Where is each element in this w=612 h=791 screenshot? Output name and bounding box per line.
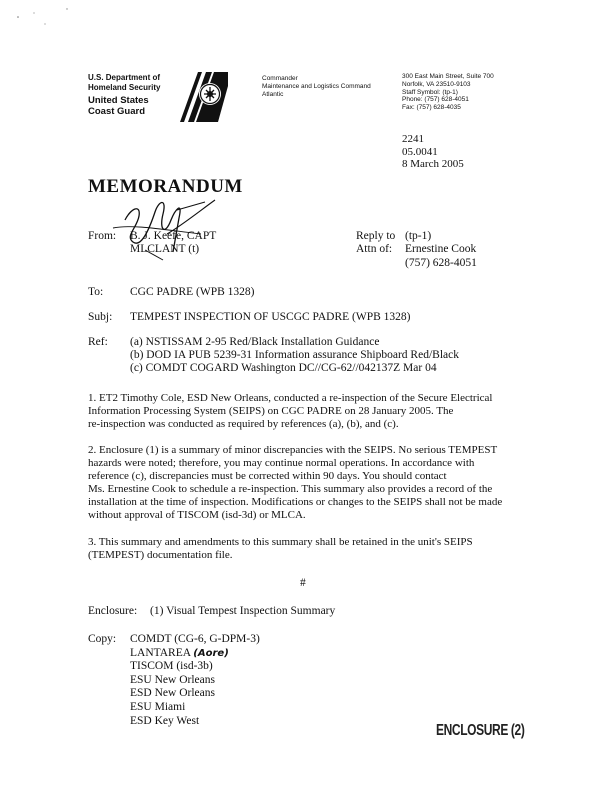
memo-title: MEMORANDUM <box>88 176 243 197</box>
paragraph-line: 1. ET2 Timothy Cole, ESD New Orleans, conducted a re-inspection of the Secure Electrical <box>88 392 493 404</box>
ssic-number: 2241 <box>402 133 424 145</box>
office-line: Commander <box>262 75 298 82</box>
copy-list <box>130 633 260 728</box>
paragraph-line: (TEMPEST) documentation file. <box>88 549 233 561</box>
document-date: 8 March 2005 <box>402 158 464 170</box>
dept-line: U.S. Department of <box>88 73 161 82</box>
enclosure-stamp: ENCLOSURE (2) <box>436 722 525 739</box>
paragraph-line: Information Processing System (SEIPS) on CGC PADRE on 28 January 2005. The <box>88 405 454 417</box>
references-list <box>130 336 459 375</box>
copy-item: COMDT (CG-6, G-DPM-3) <box>130 633 260 645</box>
copy-label: Copy: <box>88 633 117 645</box>
copy-item: TISCOM (isd-3b) <box>130 660 213 673</box>
paragraph-line: reference (c), discrepancies must be corrected within 90 days. You should contact <box>88 470 447 482</box>
address-line: 300 East Main Street, Suite 700 <box>402 73 494 80</box>
reference-item: (a) NSTISSAM 2-95 Red/Black Installation Guidance <box>130 336 380 348</box>
handwritten-note: (Aore) <box>193 647 229 659</box>
enclosure-label: Enclosure: <box>88 605 138 617</box>
to-label: To: <box>88 286 104 298</box>
paragraph-line: 2. Enclosure (1) is a summary of minor discrepancies with the SEIPS. No serious TEMPEST <box>88 444 498 456</box>
scan-specks <box>0 0 80 40</box>
letterhead-address <box>402 73 494 112</box>
letterhead-office <box>262 75 371 99</box>
coast-guard-seal-icon <box>176 72 228 124</box>
references-label: Ref: <box>88 336 108 348</box>
paragraph-1 <box>88 392 528 431</box>
end-mark: # <box>300 577 306 589</box>
letterhead-department <box>88 73 160 117</box>
address-line: Phone: (757) 628-4051 <box>402 96 469 104</box>
paragraph-line: Ms. Ernestine Cook to schedule a re-inspection. This summary also provides a record of the <box>88 483 493 495</box>
copy-item: ESD New Orleans <box>130 687 215 700</box>
subject-value: TEMPEST INSPECTION OF USCGC PADRE (WPB 1328) <box>130 311 411 323</box>
document-reference-numbers <box>402 133 464 171</box>
reply-to-value: (tp-1) <box>405 230 432 242</box>
reply-to-label: Reply to <box>356 230 396 242</box>
address-line: Norfolk, VA 23510-9103 <box>402 80 471 88</box>
copy-item: ESU Miami <box>130 700 186 713</box>
address-line: Fax: (757) 628-4035 <box>402 104 461 112</box>
office-line: Atlantic <box>262 91 284 98</box>
from-label: From: <box>88 230 117 242</box>
attn-name: Ernestine Cook <box>405 243 477 255</box>
attn-phone: (757) 628-4051 <box>405 257 477 269</box>
dept-line: Homeland Security <box>88 82 161 92</box>
address-line: Staff Symbol: (tp-1) <box>402 88 458 96</box>
from-office: MLCLANT (t) <box>130 243 200 255</box>
to-value: CGC PADRE (WPB 1328) <box>130 286 255 298</box>
from-name: B. J. Keefe, CAPT <box>130 230 217 242</box>
copy-item-label: LANTAREA <box>130 646 191 659</box>
paragraph-3 <box>88 536 528 562</box>
reference-item: (b) DOD IA PUB 5239-31 Information assurance Shipboard Red/Black <box>130 349 459 361</box>
paragraph-line: installation at the time of inspection. Modifications or changes to the SEIPS shall not be made <box>88 496 503 508</box>
paragraph-line: 3. This summary and amendments to this summary shall be retained in the unit's SEIPS <box>88 536 473 548</box>
signature-scribble <box>105 190 245 265</box>
attn-label: Attn of: <box>356 243 393 255</box>
agency-line: Coast Guard <box>88 106 146 117</box>
copy-item: ESD Key West <box>130 714 200 727</box>
serial-number: 05.0041 <box>402 145 438 158</box>
office-line: Maintenance and Logistics Command <box>262 83 371 90</box>
enclosure-value: (1) Visual Tempest Inspection Summary <box>150 605 336 617</box>
agency-line: United States <box>88 95 149 106</box>
paragraph-2 <box>88 444 528 522</box>
subject-label: Subj: <box>88 311 113 323</box>
paragraph-line: without approval of TISCOM (isd-3d) or MLCA. <box>88 509 306 521</box>
paragraph-line: re-inspection was conducted as required by references (a), (b), and (c). <box>88 418 399 430</box>
copy-item: ESU New Orleans <box>130 673 215 686</box>
copy-item <box>130 647 260 661</box>
reference-item: (c) COMDT COGARD Washington DC//CG-62//042137Z Mar 04 <box>130 362 437 374</box>
paragraph-line: hazards were noted; therefore, you may continue normal operations. In accordance with <box>88 457 475 469</box>
